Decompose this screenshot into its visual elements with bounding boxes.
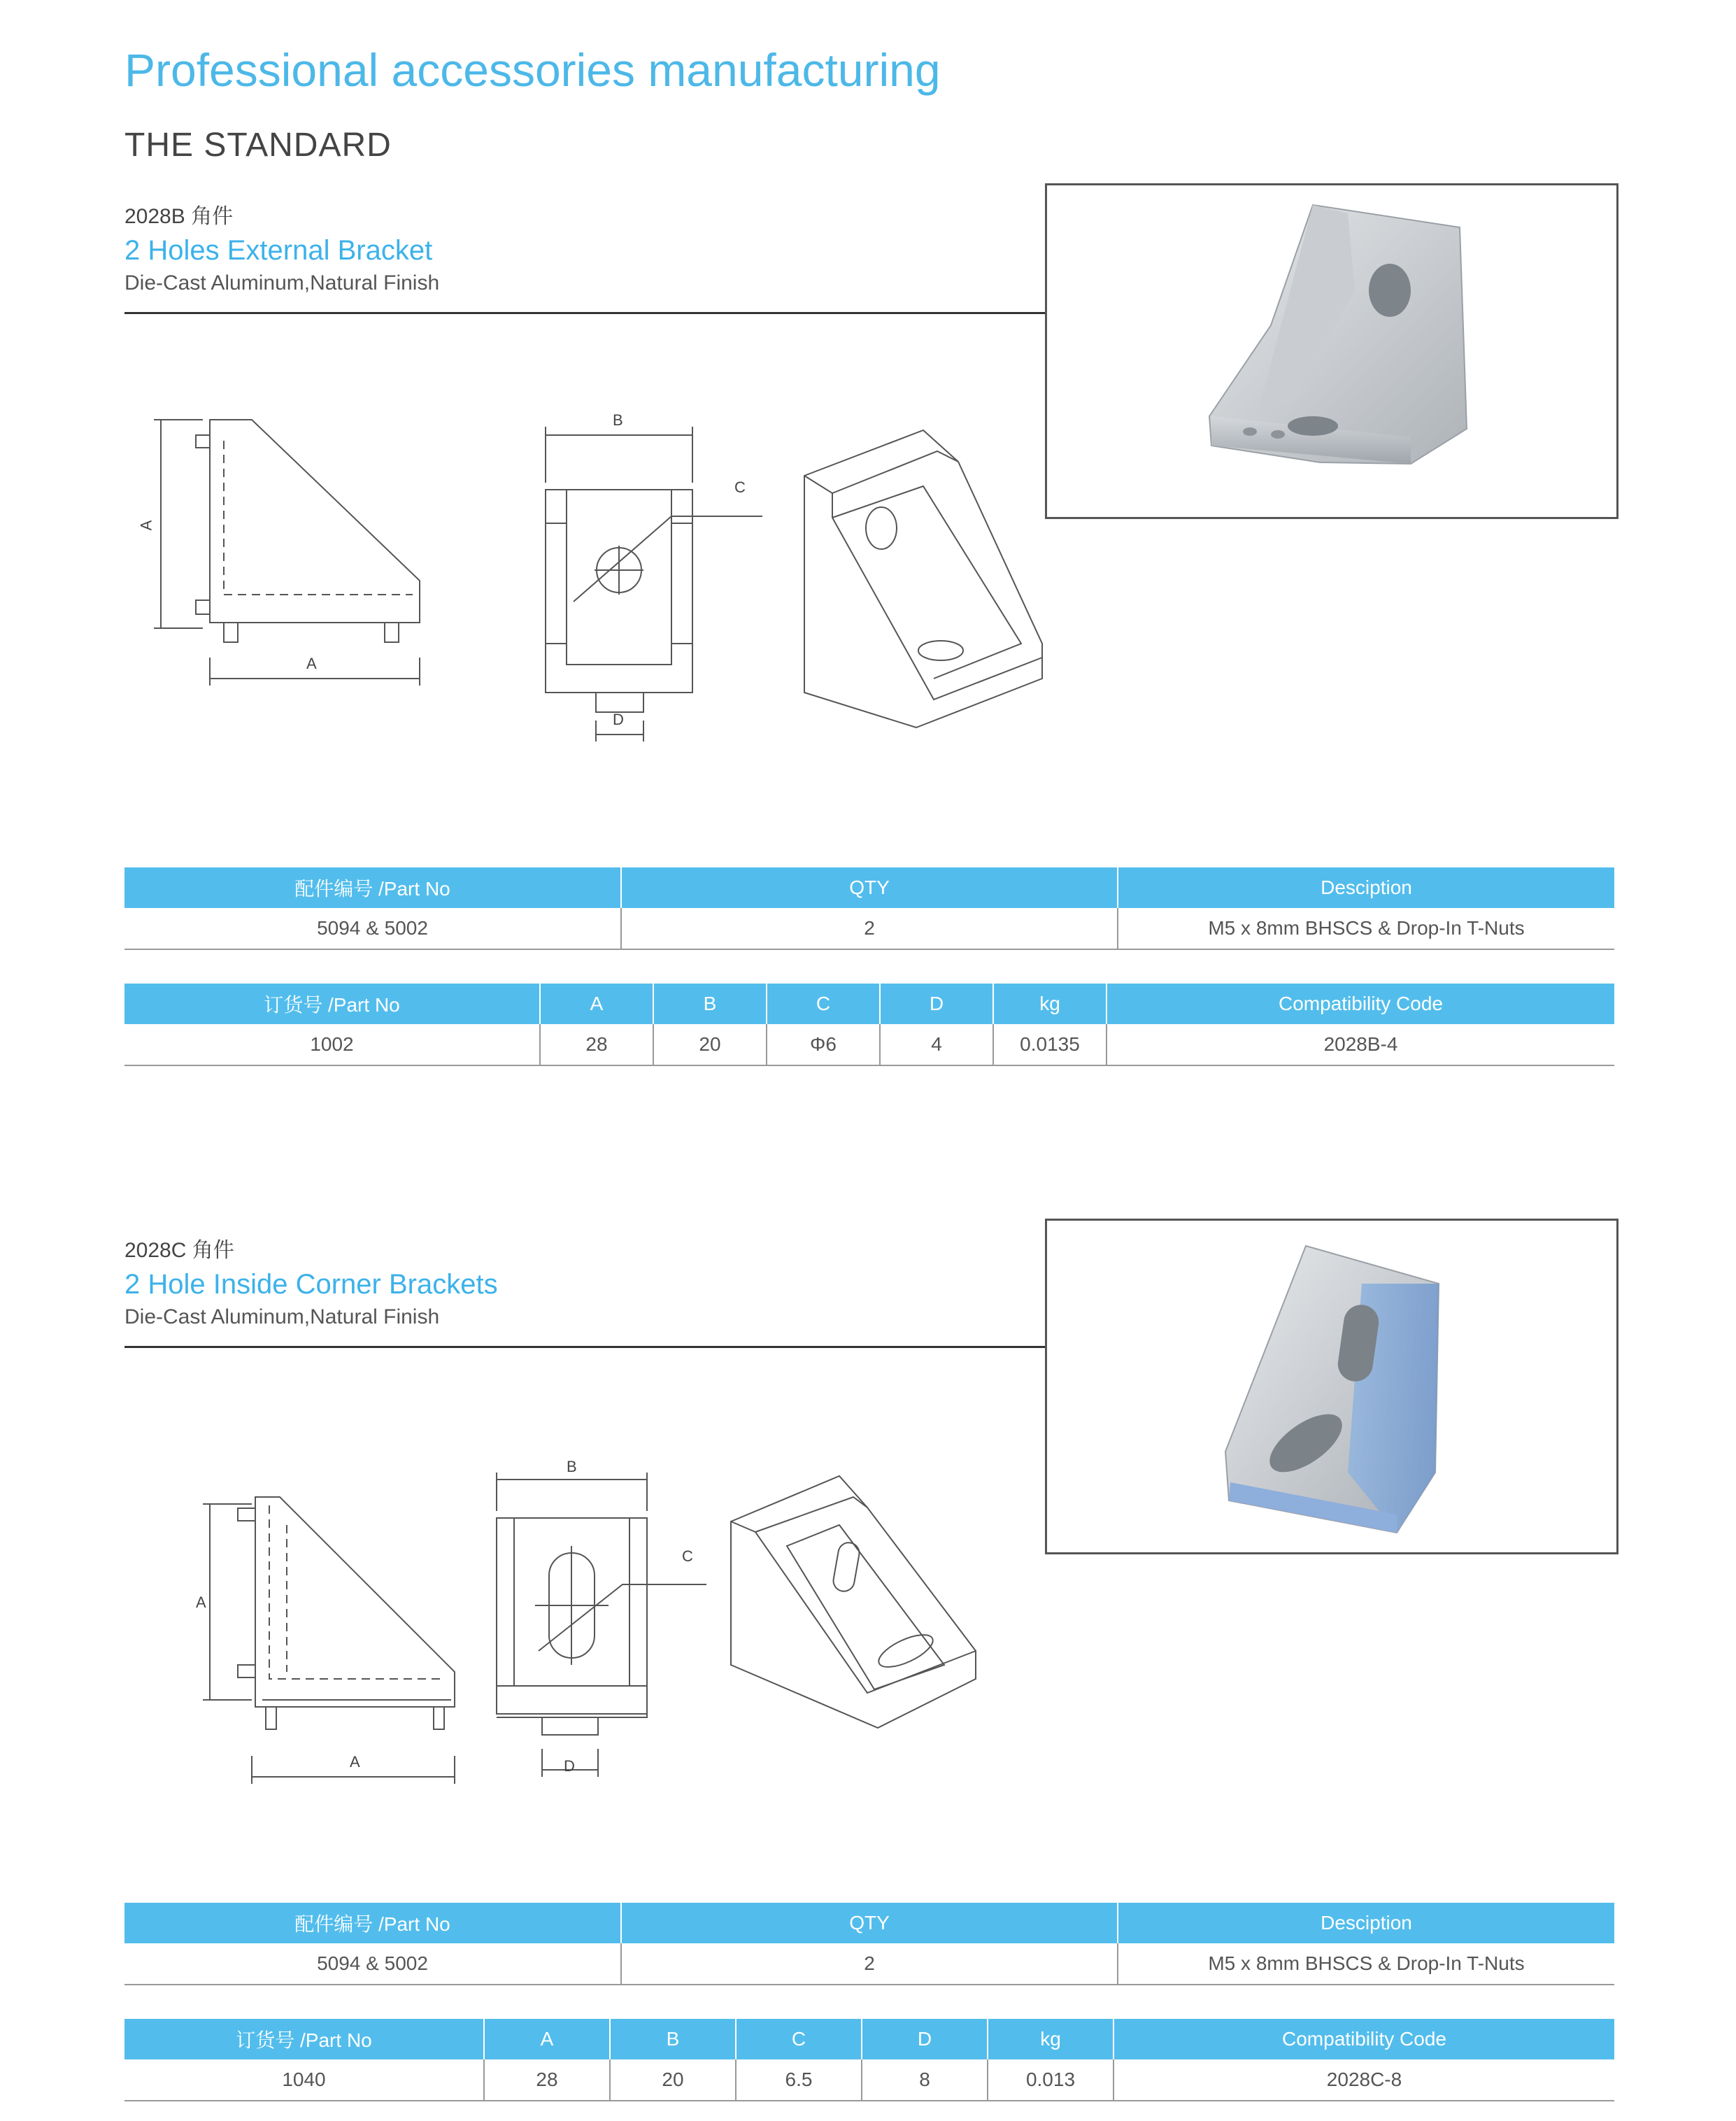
isometric-view: [731, 1476, 976, 1728]
header-kg: kg: [988, 2019, 1114, 2059]
header-order-no: 订货号 /Part No: [124, 984, 540, 1024]
header-d: D: [862, 2019, 988, 2059]
side-view: [154, 420, 420, 686]
header-b: B: [653, 984, 767, 1024]
cell-kg: 0.013: [988, 2059, 1114, 2101]
front-view: [546, 427, 762, 742]
cell-b: 20: [653, 1024, 767, 1065]
dimension-label-c: C: [682, 1547, 693, 1565]
product-name: 2 Hole Inside Corner Brackets: [124, 1269, 498, 1300]
header-c: C: [736, 2019, 862, 2059]
cell-order-no: 1040: [124, 2059, 484, 2101]
order-table: [124, 2019, 1614, 2101]
dimension-label-c: C: [734, 478, 746, 496]
product-finish: Die-Cast Aluminum,Natural Finish: [124, 1305, 440, 1328]
product-photo: [1045, 1219, 1618, 1554]
header-c: C: [767, 984, 880, 1024]
parts-table: [124, 1903, 1614, 1985]
dimension-label-a-vertical: A: [137, 520, 155, 531]
header-d: D: [880, 984, 993, 1024]
cell-c: 6.5: [736, 2059, 862, 2101]
cell-order-no: 1002: [124, 1024, 540, 1065]
header-description: Desciption: [1118, 867, 1614, 908]
cell-a: 28: [484, 2059, 610, 2101]
product-finish: Die-Cast Aluminum,Natural Finish: [124, 271, 440, 295]
cell-d: 4: [880, 1024, 993, 1065]
table-row: [124, 908, 1614, 949]
header-a: A: [484, 2019, 610, 2059]
dimension-label-b: B: [567, 1458, 577, 1475]
dimension-label-d: D: [564, 1757, 575, 1775]
header-qty: QTY: [621, 1903, 1118, 1943]
isometric-view: [804, 430, 1042, 728]
cell-qty: 2: [621, 1943, 1118, 1985]
header-qty: QTY: [621, 867, 1118, 908]
header-order-no: 订货号 /Part No: [124, 2019, 484, 2059]
bracket-photo-image: [1047, 1221, 1616, 1552]
cell-d: 8: [862, 2059, 988, 2101]
cell-b: 20: [610, 2059, 736, 2101]
product-code: 2028C 角件: [124, 1239, 234, 1262]
side-view: [203, 1497, 455, 1784]
order-table: [124, 984, 1614, 1066]
page-title: Professional accessories manufacturing: [124, 44, 941, 96]
page-subtitle: THE STANDARD: [124, 127, 392, 164]
cell-c: Φ6: [767, 1024, 880, 1065]
section-divider: [124, 1346, 1048, 1348]
table-row: [124, 1024, 1614, 1065]
table-row: [124, 1943, 1614, 1985]
cell-part-no: 5094 & 5002: [124, 1943, 621, 1985]
cell-qty: 2: [621, 908, 1118, 949]
header-compatibility: Compatibility Code: [1114, 2019, 1614, 2059]
product-photo: [1045, 183, 1618, 519]
header-part-no: 配件编号 /Part No: [124, 1903, 621, 1943]
cell-part-no: 5094 & 5002: [124, 908, 621, 949]
parts-table: [124, 867, 1614, 950]
dimension-label-b: B: [613, 411, 623, 429]
header-a: A: [540, 984, 653, 1024]
cell-kg: 0.0135: [993, 1024, 1107, 1065]
cell-compatibility: 2028B-4: [1107, 1024, 1614, 1065]
header-description: Desciption: [1118, 1903, 1614, 1943]
product-name: 2 Holes External Bracket: [124, 235, 433, 266]
bracket-photo-image: [1047, 185, 1616, 517]
cell-description: M5 x 8mm BHSCS & Drop-In T-Nuts: [1118, 908, 1614, 949]
technical-drawing: [133, 1441, 1063, 1805]
header-part-no: 配件编号 /Part No: [124, 867, 621, 908]
dimension-label-d: D: [613, 711, 624, 728]
dimension-label-a: A: [306, 655, 317, 672]
cell-description: M5 x 8mm BHSCS & Drop-In T-Nuts: [1118, 1943, 1614, 1985]
front-view: [497, 1473, 706, 1777]
header-kg: kg: [993, 984, 1107, 1024]
dimension-label-a-vertical: A: [196, 1594, 206, 1611]
cell-a: 28: [540, 1024, 653, 1065]
header-b: B: [610, 2019, 736, 2059]
dimension-label-a: A: [350, 1753, 360, 1771]
cell-compatibility: 2028C-8: [1114, 2059, 1614, 2101]
section-divider: [124, 312, 1048, 314]
header-compatibility: Compatibility Code: [1107, 984, 1614, 1024]
product-code: 2028B 角件: [124, 205, 234, 228]
table-row: [124, 2059, 1614, 2101]
technical-drawing: [133, 392, 1063, 756]
